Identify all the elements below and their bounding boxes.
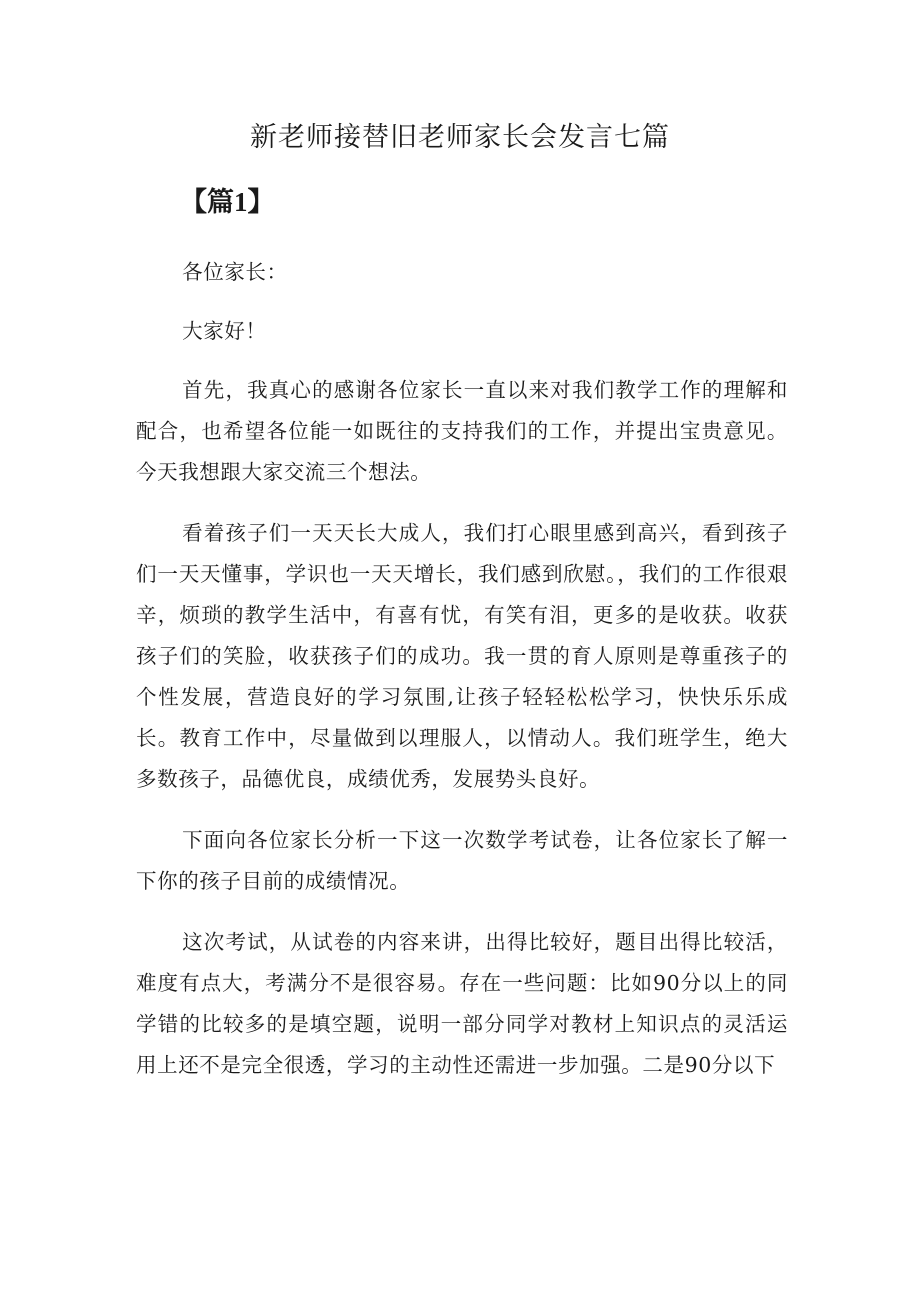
body-paragraph: 这次考试，从试卷的内容来讲，出得比较好，题目出得比较活，难度有点大，考满分不是很容易。存在一些问题：比如90分以上的同学错的比较多的是填空题，说明一部分同学对教材上知识点的灵活运用上还不是完全很透，学习的主动性还需进一步加强。二是90分以下 (136, 930, 788, 1077)
body-paragraph: 下面向各位家长分析一下这一次数学考试卷，让各位家长了解一下你的孩子目前的成绩情况。 (136, 828, 788, 893)
section-heading: 【篇1】 (180, 187, 275, 217)
greeting-paragraph: 大家好！ (182, 319, 267, 343)
document-body (136, 252, 788, 1106)
document-title: 新老师接替旧老师家长会发言七篇 (250, 122, 670, 153)
body-paragraph: 看着孩子们一天天长大成人，我们打心眼里感到高兴，看到孩子们一天天懂事，学识也一天天增长，我们感到欣慰。，我们的工作很艰辛，烦琐的教学生活中，有喜有忧，有笑有泪，更多的是收获。收获孩子们的笑脸，收获孩子们的成功。我一贯的育人原则是尊重孩子的个性发展，营造良好的学习氛围,让孩子轻轻松松学习，快快乐乐成长。教育工作中，尽量做到以理服人，以情动人。我们班学生，绝大多数孩子，品德优良，成绩优秀，发展势头良好。 (136, 521, 788, 791)
salutation-paragraph: 各位家长： (182, 260, 288, 284)
body-paragraph: 首先，我真心的感谢各位家长一直以来对我们教学工作的理解和配合，也希望各位能一如既往的支持我们的工作，并提出宝贵意见。今天我想跟大家交流三个想法。 (136, 378, 788, 484)
